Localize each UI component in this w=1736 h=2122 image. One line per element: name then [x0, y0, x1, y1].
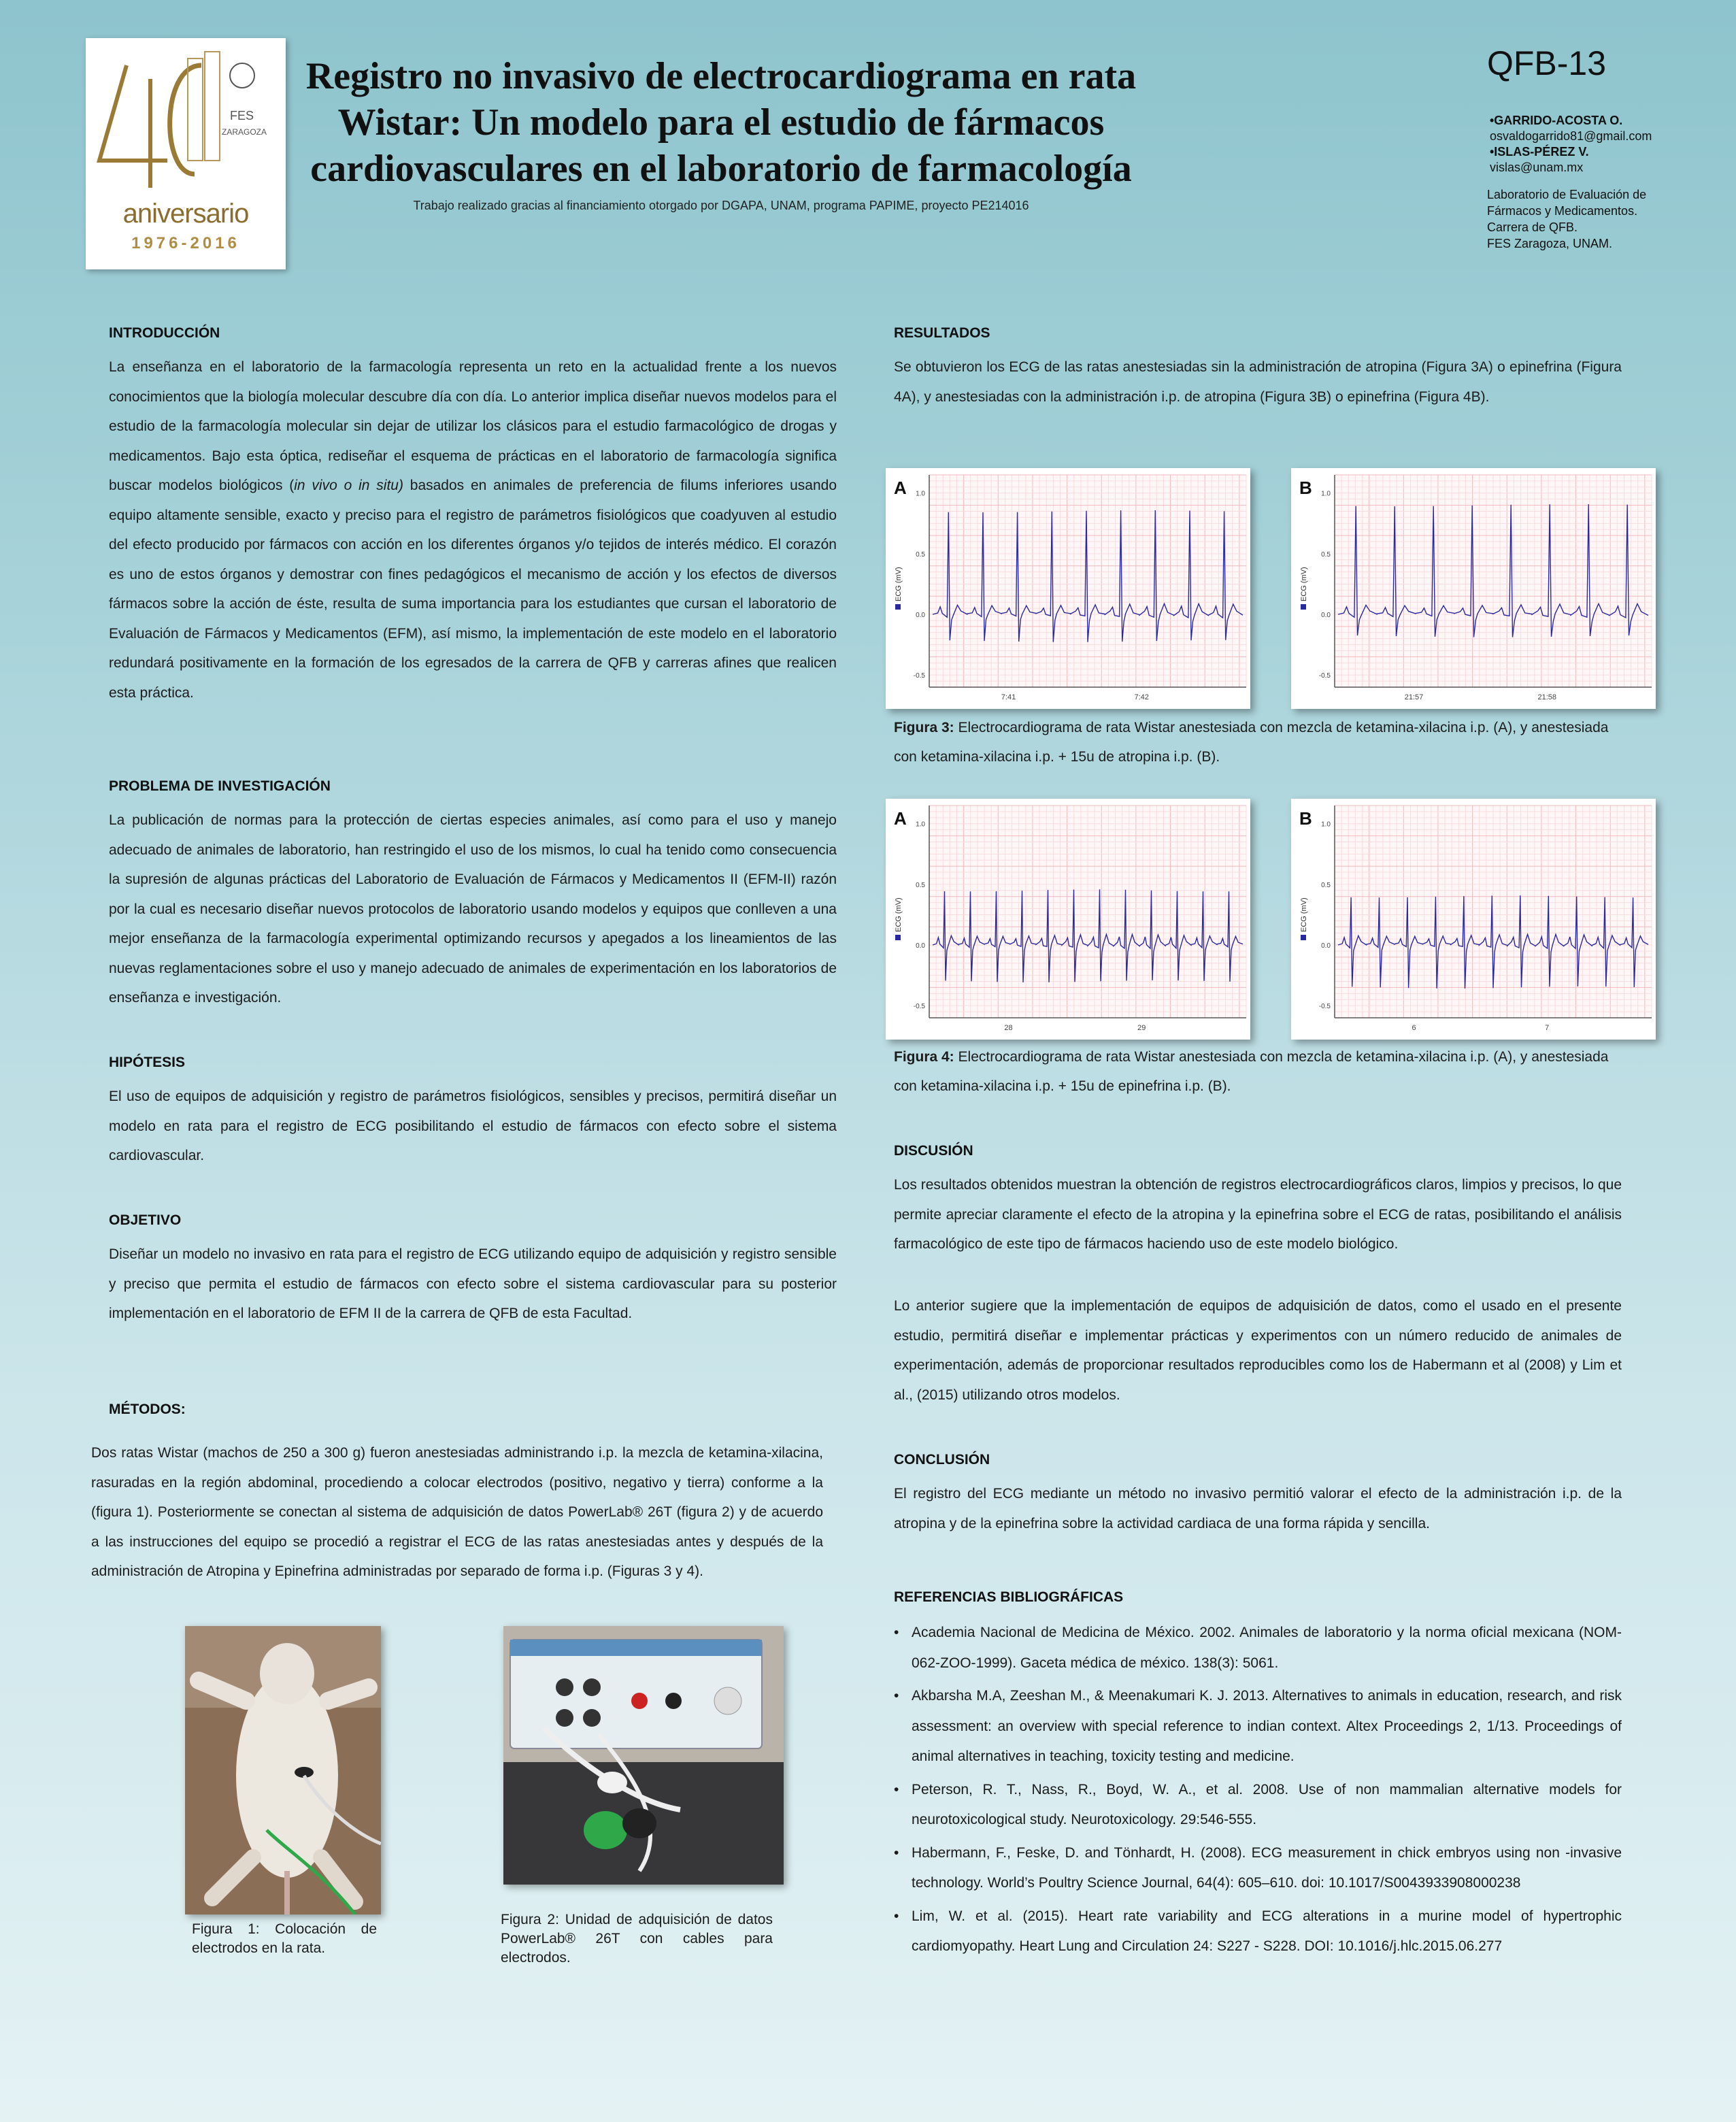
- author-name: •ISLAS-PÉREZ V.: [1490, 145, 1589, 159]
- y-tick-label: 0.5: [916, 881, 925, 889]
- fes-40-anniversary-logo: [86, 38, 286, 269]
- logo-40-graphic: [86, 38, 286, 201]
- series-swatch: [895, 935, 901, 940]
- hipotesis-heading: HIPÓTESIS: [109, 1055, 186, 1070]
- x-tick-label: 28: [1004, 1024, 1013, 1032]
- author-list: [1490, 113, 1652, 176]
- series-swatch: [1301, 935, 1306, 940]
- y-tick-label: 0.0: [916, 612, 925, 620]
- ecg-panel-fig3-a: [886, 468, 1250, 709]
- x-tick-label: 7: [1545, 1024, 1550, 1032]
- figure-1-caption: Figura 1: Colocación de electrodos en la rata.: [192, 1921, 377, 1956]
- funding-note: Trabajo realizado gracias al financiamiento otorgado por DGAPA, UNAM, programa PAPIME, proyecto PE214016: [413, 199, 1029, 212]
- introduccion-text: [109, 352, 837, 708]
- intro-text-b: basados en animales de preferencia de filums inferiores usando equipo altamente sensible, exacto y preciso para el registro de parámetros fisiológicos que coadyuven al estudio del efecto producido por fármacos con acción en los diferentes órganos y/o tejidos de interés médico. El corazón es uno de estos órganos y demostrar con fines pedagógicos el mecanismo de acción y los efectos de diversos fármacos sobre la acción de éste, resulta de suma importancia para los estudiantes que cursan el laboratorio de Evaluación de Fármacos y Medicamentos (EFM), así mismo, la implementación de este modelo en el laboratorio redundará positivamente en la formación de los egresados de la carrera de QFB y carreras afines que realicen esta práctica.: [109, 478, 837, 701]
- resultados-heading: RESULTADOS: [894, 325, 990, 341]
- poster-code: QFB-13: [1487, 44, 1607, 82]
- logo-anniversary-text: aniversario: [122, 199, 249, 229]
- y-tick-label: 0.5: [1321, 550, 1331, 559]
- panel-letter: A: [894, 808, 907, 829]
- y-tick-label: 0.0: [1321, 612, 1331, 620]
- lab-affiliation: [1487, 186, 1705, 252]
- introduccion-heading: INTRODUCCIÓN: [109, 325, 220, 341]
- figure-2-powerlab-photo: [503, 1626, 784, 1885]
- y-tick-label: -0.5: [1318, 1003, 1331, 1011]
- problema-heading: PROBLEMA DE INVESTIGACIÓN: [109, 778, 331, 794]
- ecg-panel-fig3-b: [1291, 468, 1656, 709]
- y-tick-label: -0.5: [913, 1003, 925, 1011]
- y-tick-label: 0.0: [916, 942, 925, 950]
- x-tick-label: 21:57: [1404, 693, 1424, 701]
- x-tick-label: 29: [1137, 1024, 1146, 1032]
- y-tick-label: 0.5: [916, 550, 925, 559]
- figure-1-rat-photo: [185, 1626, 381, 1914]
- intro-text-a: La enseñanza en el laboratorio de la farmacología representa un reto en la actualidad frente a los nuevos conocimientos que la biología molecular descubre día con día. Lo anterior implica diseñar nuevos modelos para el estudio de la farmacología molecular sin dejar de utilizar los clásicos para el estudio farmacológico de drogas y medicamentos. Bajo esta óptica, rediseñar el esquema de prácticas en el laboratorio de farmacología significa buscar modelos biológicos (: [109, 359, 837, 493]
- y-axis-label: ECG (mV): [1300, 897, 1308, 932]
- figure-3-text: Electrocardiograma de rata Wistar anestesiada con mezcla de ketamina-xilacina i.p. (A), y anestesiada con ketamina-xilacina i.p. + 15u de atropina i.p. (B).: [894, 720, 1609, 765]
- figure-4-label: Figura 4:: [894, 1049, 954, 1065]
- panel-letter: A: [894, 478, 907, 498]
- y-tick-label: -0.5: [1318, 672, 1331, 680]
- objetivo-heading: OBJETIVO: [109, 1212, 182, 1228]
- ecg-panel-fig4-b: [1291, 799, 1656, 1040]
- logo-years-text: 1976-2016: [131, 234, 240, 252]
- conclusion-heading: CONCLUSIÓN: [894, 1452, 990, 1468]
- poster-title: Registro no invasivo de electrocardiograma en rata Wistar: Un modelo para el estudio de fármacos cardiovasculares en el laboratorio de farmacología: [305, 55, 1137, 190]
- powerlab-illustration: [503, 1626, 784, 1885]
- y-axis-label: ECG (mV): [895, 567, 903, 601]
- y-tick-label: 1.0: [916, 490, 925, 498]
- metodos-heading: MÉTODOS:: [109, 1402, 186, 1417]
- author-email[interactable]: vislas@unam.mx: [1490, 161, 1584, 174]
- reference-list: [894, 1618, 1622, 1965]
- x-tick-label: 7:42: [1134, 693, 1149, 701]
- lab-line: Laboratorio de Evaluación de: [1487, 188, 1647, 201]
- panel-letter: B: [1299, 478, 1312, 498]
- discusion-text-2: Lo anterior sugiere que la implementación de equipos de adquisición de datos, como el usado en el presente estudio, permitirá diseñar e implementar prácticas y experimentos con un número reducido de animales de experimentación, además de proporcionar resultados reproducibles como los de Habermann et al (2008) y Lim et al., (2015) utilizando otros modelos.: [894, 1298, 1622, 1403]
- ecg-panel-fig4-a: [886, 799, 1250, 1040]
- author-email[interactable]: osvaldogarrido81@gmail.com: [1490, 129, 1652, 143]
- x-tick-label: 21:58: [1537, 693, 1556, 701]
- author-name: •GARRIDO-ACOSTA O.: [1490, 114, 1623, 127]
- y-tick-label: 1.0: [1321, 820, 1331, 829]
- intro-in-situ: in situ): [358, 478, 403, 493]
- discusion-heading: DISCUSIÓN: [894, 1143, 973, 1159]
- x-tick-label: 7:41: [1001, 693, 1016, 701]
- y-tick-label: 0.0: [1321, 942, 1331, 950]
- intro-in-vivo: in vivo: [294, 478, 337, 493]
- y-tick-label: 1.0: [1321, 490, 1331, 498]
- referencias-heading: REFERENCIAS BIBLIOGRÁFICAS: [894, 1589, 1124, 1605]
- rat-illustration: [185, 1626, 381, 1914]
- logo-campus-text: ZARAGOZA: [222, 127, 267, 137]
- y-tick-label: -0.5: [913, 672, 925, 680]
- conclusion-text: El registro del ECG mediante un método no invasivo permitió valorar el efecto de la administración i.p. de la atropina y de la epinefrina sobre la actividad cardiaca de una forma rápida y sencilla.: [894, 1486, 1622, 1531]
- discusion-text-1: Los resultados obtenidos muestran la obtención de registros electrocardiográficos claros, limpios y precisos, lo que permite apreciar claramente el efecto de la atropina y la epinefrina sobre el ECG de ratas, posibilitando el análisis farmacológico de este tipo de fármacos haciendo uso de este modelo biológico.: [894, 1177, 1622, 1252]
- y-tick-label: 0.5: [1321, 881, 1331, 889]
- problema-text: La publicación de normas para la protección de ciertas especies animales, así como para el uso y manejo adecuado de animales de laboratorio, han restringido el uso de los mismos, lo cual ha tenido como consecuencia la supresión de algunas prácticas del Laboratorio de Evaluación de Fármacos y Medicamentos II (EFM-II) razón por la cual es necesario diseñar nuevos protocolos de laboratorio usando modelos y equipos que conlleven a una mejor enseñanza de la farmacología experimental optimizando recursos y apegados a los lineamientos de las nuevas reglamentaciones sobre el uso y manejo adecuado de animales de experimentación en los laboratorios de enseñanza e investigación.: [109, 812, 837, 1006]
- y-axis-label: ECG (mV): [1300, 567, 1308, 601]
- figure-3-label: Figura 3:: [894, 720, 954, 735]
- series-swatch: [1301, 604, 1306, 610]
- y-axis-label: ECG (mV): [895, 897, 903, 932]
- reference-item: • Peterson, R. T., Nass, R., Boyd, W. A., et al. 2008. Use of non mammalian alternative models for neurotoxicological study. Neurotoxicology. 29:546-555.: [894, 1775, 1622, 1836]
- y-tick-label: 1.0: [916, 820, 925, 829]
- reference-item: • Academia Nacional de Medicina de México. 2002. Animales de laboratorio y la norma oficial mexicana (NOM-062-ZOO-1999). Gaceta médica de méxico. 138(3): 5061.: [894, 1618, 1622, 1678]
- series-swatch: [895, 604, 901, 610]
- figure-3-caption: [894, 713, 1626, 772]
- metodos-text: Dos ratas Wistar (machos de 250 a 300 g) fueron anestesiadas administrando i.p. la mezcla de ketamina-xilacina, rasuradas en la región abdominal, procediendo a colocar electrodos (positivo, negativo y tierra) conforme a la (figura 1). Posteriormente se conectan al sistema de adquisición de datos PowerLab® 26T (figura 2) y de acuerdo a las instrucciones del equipo se procedió a registrar el ECG de las ratas anestesiadas antes y después de la administración de Atropina y Epinefrina administradas por separado de forma i.p. (Figuras 3 y 4).: [91, 1445, 823, 1579]
- lab-line: Fármacos y Medicamentos.: [1487, 204, 1638, 218]
- figure-4-text: Electrocardiograma de rata Wistar anestesiada con mezcla de ketamina-xilacina i.p. (A), y anestesiada con ketamina-xilacina i.p. + 15u de epinefrina i.p. (B).: [894, 1049, 1609, 1094]
- lab-line: FES Zaragoza, UNAM.: [1487, 237, 1613, 250]
- figure-2-caption: Figura 2: Unidad de adquisición de datos PowerLab® 26T con cables para electrodos.: [501, 1912, 773, 1966]
- x-tick-label: 6: [1412, 1024, 1416, 1032]
- logo-fes-text: FES: [230, 109, 254, 122]
- intro-o: o: [337, 478, 359, 493]
- resultados-text: Se obtuvieron los ECG de las ratas anestesiadas sin la administración de atropina (Figura 3A) o epinefrina (Figura 4A), y anestesiadas con la administración i.p. de atropina (Figura 3B) o epinefrina (Figura 4B).: [894, 359, 1622, 405]
- reference-item: • Akbarsha M.A, Zeeshan M., & Meenakumari K. J. 2013. Alternatives to animals in education, research, and risk assessment: an overview with special reference to indian context. Altex Proceedings 2, 1/13. Proceedings of animal alternatives in teaching, toxicity testing and medicine.: [894, 1681, 1622, 1772]
- reference-item: • Habermann, F., Feske, D. and Tönhardt, H. (2008). ECG measurement in chick embryos using non -invasive technology. World’s Poultry Science Journal, 64(4): 605–610. doi: 10.1017/S0043933908000238: [894, 1838, 1622, 1899]
- objetivo-text: Diseñar un modelo no invasivo en rata para el registro de ECG utilizando equipo de adquisición y registro sensible y preciso que permita el estudio de fármacos con efecto sobre el sistema cardiovascular para su posterior implementación en el laboratorio de EFM II de la carrera de QFB de esta Facultad.: [109, 1246, 837, 1321]
- figure-4-caption: [894, 1042, 1626, 1101]
- panel-letter: B: [1299, 808, 1312, 829]
- reference-item: • Lim, W. et al. (2015). Heart rate variability and ECG alterations in a murine model of hypertrophic cardiomyopathy. Heart Lung and Circulation 24: S227 - S228. DOI: 10.1016/j.hlc.2015.06.277: [894, 1902, 1622, 1962]
- lab-line: Carrera de QFB.: [1487, 220, 1578, 234]
- hipotesis-text: El uso de equipos de adquisición y registro de parámetros fisiológicos, sensibles y precisos, permitirá diseñar un modelo en rata para el registro de ECG posibilitando el estudio de fármacos con efecto sobre el sistema cardiovascular.: [109, 1089, 837, 1163]
